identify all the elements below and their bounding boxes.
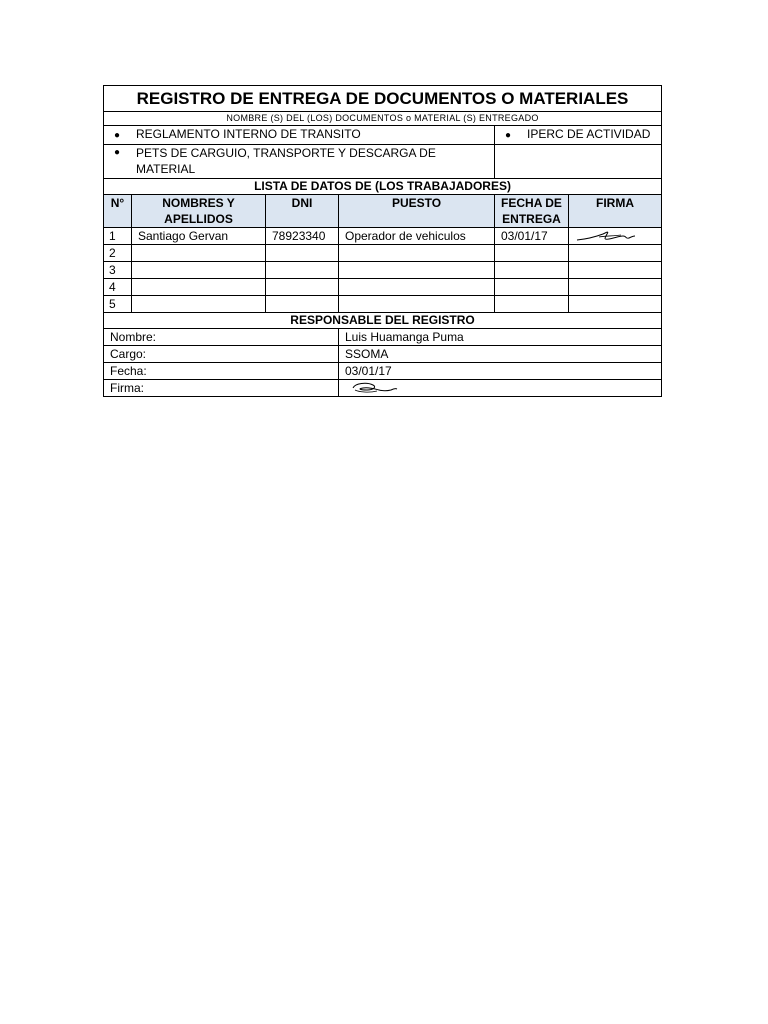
responsible-row <box>104 346 662 363</box>
form-subtitle: NOMBRE (S) DEL (LOS) DOCUMENTOS o MATERIAL (S) ENTREGADO <box>104 112 662 126</box>
signature-icon <box>339 380 419 396</box>
row-position <box>339 245 495 262</box>
col-signature: FIRMA <box>569 195 662 228</box>
row-dni: 78923340 <box>266 228 339 245</box>
row-name <box>132 245 266 262</box>
responsible-signature <box>339 380 662 397</box>
responsible-name: Luis Huamanga Puma <box>339 329 662 346</box>
empty-document-cell <box>495 145 662 179</box>
row-signature <box>569 262 662 279</box>
responsible-date: 03/01/17 <box>339 363 662 380</box>
table-row <box>104 279 662 296</box>
row-num: 3 <box>104 262 132 279</box>
document-item: ● REGLAMENTO INTERNO DE TRANSITO <box>104 126 495 145</box>
table-row <box>104 296 662 313</box>
row-position <box>339 279 495 296</box>
row-signature <box>569 296 662 313</box>
row-name <box>132 279 266 296</box>
table-row <box>104 228 662 245</box>
delivery-record-form <box>103 85 661 397</box>
row-dni <box>266 245 339 262</box>
table-row <box>104 245 662 262</box>
col-num: N° <box>104 195 132 228</box>
date-label: Fecha: <box>104 363 339 380</box>
row-position <box>339 296 495 313</box>
signature-label: Firma: <box>104 380 339 397</box>
workers-section-title: LISTA DE DATOS DE (LOS TRABAJADORES) <box>104 179 662 195</box>
row-num: 5 <box>104 296 132 313</box>
record-table <box>103 85 662 397</box>
document-item: ● PETS DE CARGUIO, TRANSPORTE Y DESCARGA DE MATERIAL <box>104 145 495 179</box>
bullet-icon: ● <box>505 130 512 141</box>
col-dni: DNI <box>266 195 339 228</box>
workers-table-header <box>104 195 662 228</box>
row-position <box>339 262 495 279</box>
row-date <box>495 296 569 313</box>
responsible-row <box>104 380 662 397</box>
row-name: Santiago Gervan <box>132 228 266 245</box>
form-title: REGISTRO DE ENTREGA DE DOCUMENTOS O MATERIALES <box>104 86 662 112</box>
row-date <box>495 245 569 262</box>
bullet-icon: ● <box>114 147 121 158</box>
document-item: ● IPERC DE ACTIVIDAD <box>495 126 662 145</box>
row-num: 2 <box>104 245 132 262</box>
responsible-row <box>104 329 662 346</box>
row-date <box>495 279 569 296</box>
bullet-icon: ● <box>114 130 121 141</box>
row-dni <box>266 279 339 296</box>
col-date: FECHA DE ENTREGA <box>495 195 569 228</box>
row-name <box>132 262 266 279</box>
col-names: NOMBRES Y APELLIDOS <box>132 195 266 228</box>
row-name <box>132 296 266 313</box>
row-signature <box>569 245 662 262</box>
role-label: Cargo: <box>104 346 339 363</box>
signature-icon <box>569 228 661 244</box>
row-signature <box>569 228 662 245</box>
row-date: 03/01/17 <box>495 228 569 245</box>
responsible-row <box>104 363 662 380</box>
row-signature <box>569 279 662 296</box>
responsible-role: SSOMA <box>339 346 662 363</box>
row-position: Operador de vehiculos <box>339 228 495 245</box>
col-position: PUESTO <box>339 195 495 228</box>
row-num: 1 <box>104 228 132 245</box>
name-label: Nombre: <box>104 329 339 346</box>
table-row <box>104 262 662 279</box>
responsible-section-title: RESPONSABLE DEL REGISTRO <box>104 313 662 329</box>
row-dni <box>266 296 339 313</box>
row-num: 4 <box>104 279 132 296</box>
row-dni <box>266 262 339 279</box>
row-date <box>495 262 569 279</box>
